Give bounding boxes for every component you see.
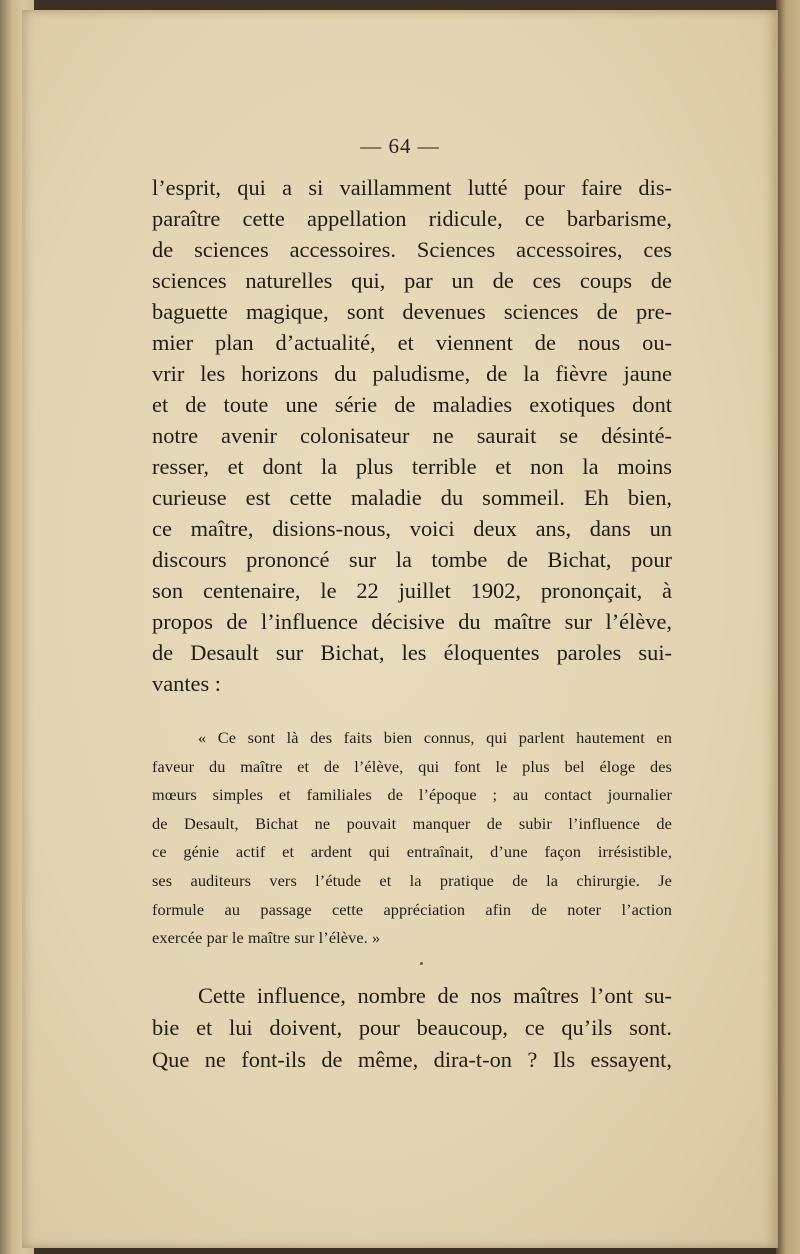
text-line: sciences naturelles qui, par un de ces coups de <box>152 268 672 293</box>
quote-line: de Desault, Bichat ne pouvait manquer de subir l’influence de <box>152 813 672 833</box>
text-line: bie et lui doivent, pour beaucoup, ce qu’ils sont. <box>152 1015 672 1040</box>
text-line: paraître cette appellation ridicule, ce barbarisme, <box>152 206 672 231</box>
quote-line: ses auditeurs vers l’étude et la pratique de la chirurgie. Je <box>152 870 672 890</box>
text-line: ce maître, disions-nous, voici deux ans, dans un <box>152 516 672 541</box>
quote-line: ce génie actif et ardent qui entraînait, d’une façon irrésistible, <box>152 842 672 862</box>
text-line: propos de l’influence décisive du maître sur l’élève, <box>152 609 672 634</box>
text-line: mier plan d’actualité, et viennent de nous ou- <box>152 330 672 355</box>
quote-line: « Ce sont là des faits bien connus, qui parlent hautement en <box>198 728 672 747</box>
quote-line: exercée par le maître sur l’élève. » <box>152 928 381 948</box>
paragraph-1 <box>152 172 672 699</box>
paragraph-2 <box>152 980 672 1076</box>
text-line: l’esprit, qui a si vaillamment lutté pour faire dis- <box>152 175 672 200</box>
text-line: de Desault sur Bichat, les éloquentes paroles sui- <box>152 640 672 665</box>
text-line: discours prononcé sur la tombe de Bichat, pour <box>152 547 672 572</box>
block-quote <box>152 724 672 953</box>
text-line: son centenaire, le 22 juillet 1902, prononçait, à <box>152 578 672 603</box>
separator-dot <box>420 962 423 965</box>
text-line: de sciences accessoires. Sciences accessoires, ces <box>152 237 672 262</box>
text-line: vrir les horizons du paludisme, de la fièvre jaune <box>152 361 672 386</box>
text-line: curieuse est cette maladie du sommeil. Eh bien, <box>152 485 672 510</box>
text-line: notre avenir colonisateur ne saurait se désinté- <box>152 423 672 448</box>
quote-line: faveur du maître et de l’élève, qui font le plus bel éloge des <box>152 756 672 776</box>
quote-line: formule au passage cette appréciation afin de noter l’action <box>152 899 672 919</box>
text-line: baguette magique, sont devenues sciences de pre- <box>152 299 672 324</box>
text-line: et de toute une série de maladies exotiques dont <box>152 392 672 417</box>
text-line: Cette influence, nombre de nos maîtres l’ont su- <box>198 983 672 1008</box>
page-number: — 64 — <box>360 134 440 158</box>
quote-line: mœurs simples et familiales de l’époque ; au contact journalier <box>152 785 672 805</box>
text-line: Que ne font-ils de même, dira-t-on ? Ils essayent, <box>152 1047 672 1072</box>
text-line: resser, et dont la plus terrible et non la moins <box>152 454 672 479</box>
text-line: vantes : <box>152 671 222 696</box>
book-right-edge <box>776 0 800 1254</box>
